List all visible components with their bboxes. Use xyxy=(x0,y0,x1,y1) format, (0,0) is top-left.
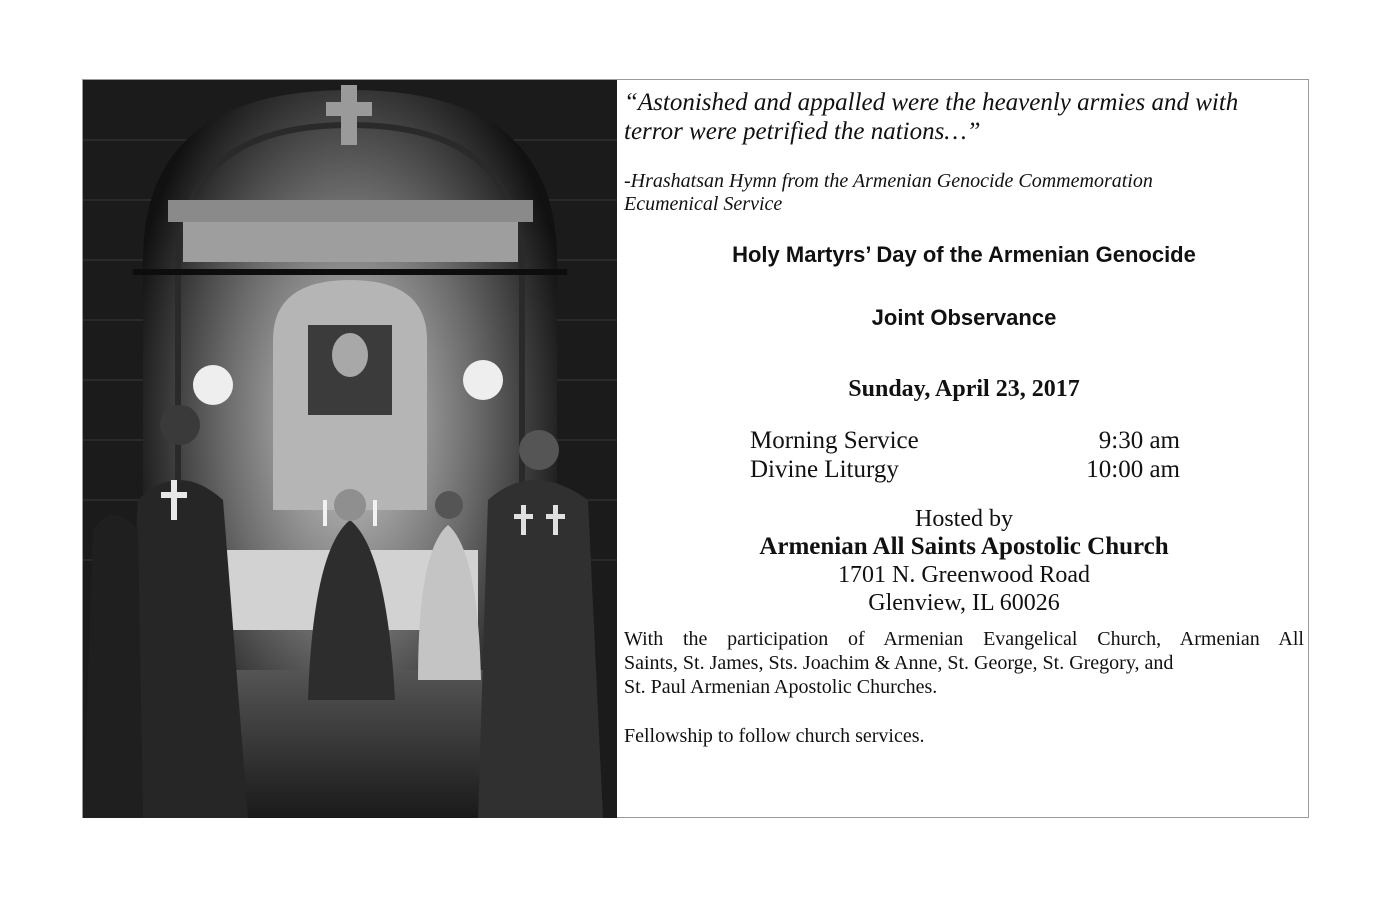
flyer xyxy=(82,79,1309,818)
fellowship-note: Fellowship to follow church services. xyxy=(624,725,925,747)
host-info xyxy=(624,505,1304,617)
host-church-name: Armenian All Saints Apostolic Church xyxy=(759,533,1169,560)
participation-note xyxy=(624,627,1304,699)
schedule-row xyxy=(750,426,1180,455)
participation-line: Saints, St. James, Sts. Joachim & Anne, St. George, St. Gregory, and xyxy=(624,652,1174,674)
quote-attribution xyxy=(624,170,1304,216)
participation-line: St. Paul Armenian Apostolic Churches. xyxy=(624,676,938,698)
event-subtitle: Joint Observance xyxy=(871,305,1057,330)
service-schedule xyxy=(750,426,1180,484)
hosted-by-label: Hosted by xyxy=(915,506,1013,532)
service-name: Divine Liturgy xyxy=(750,456,899,483)
text-panel xyxy=(624,80,1306,818)
attribution-line: -Hrashatsan Hymn from the Armenian Genocide Commemoration xyxy=(624,170,1153,192)
schedule-row xyxy=(750,455,1180,484)
host-address-street: 1701 N. Greenwood Road xyxy=(838,562,1090,588)
service-time: 10:00 am xyxy=(1086,456,1180,483)
hymn-quote xyxy=(624,88,1304,146)
church-altar-photo xyxy=(83,80,617,818)
attribution-line: Ecumenical Service xyxy=(624,193,783,215)
event-date: Sunday, April 23, 2017 xyxy=(848,376,1080,402)
event-title: Holy Martyrs’ Day of the Armenian Genocide xyxy=(732,242,1196,267)
service-time: 9:30 am xyxy=(1098,427,1180,454)
quote-line: “Astonished and appalled were the heavenly armies and with xyxy=(624,89,1239,116)
service-name: Morning Service xyxy=(750,427,919,454)
participation-line: With the participation of Armenian Evangelical Church, Armenian All xyxy=(624,628,1304,650)
quote-line: terror were petrified the nations…” xyxy=(624,118,981,145)
host-address-city: Glenview, IL 60026 xyxy=(868,590,1060,616)
